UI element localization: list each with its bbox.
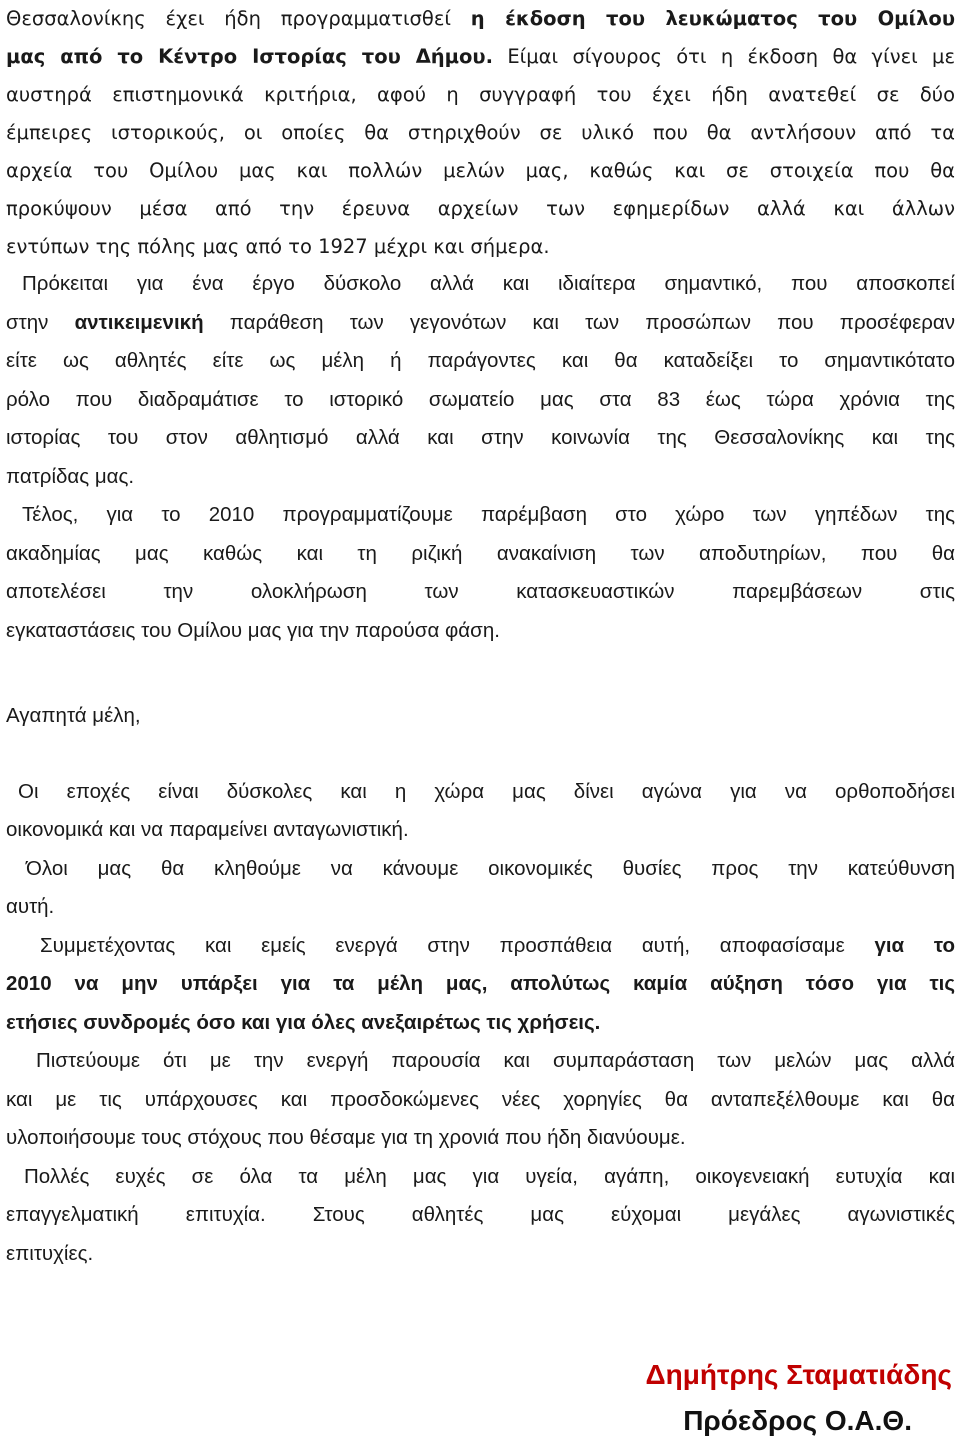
paragraph-1-line-7: εντύπων της πόλης μας από το 1927 μέχρι και σήμερα.	[6, 235, 550, 258]
paragraph-3-line-2: ακαδημίας μας καθώς και τη ριζική ανακαίνιση των αποδυτηρίων, που θα	[6, 542, 955, 565]
paragraph-8-line-2: επαγγελματική επιτυχία. Στους αθλητές μας εύχομαι μεγάλες αγωνιστικές	[6, 1203, 955, 1226]
text-span: Θεσσαλονίκης έχει ήδη προγραμματισθεί	[6, 7, 471, 30]
paragraph-2-line-4: ρόλο που διαδραμάτισε το ιστορικό σωματείο μας στα 83 έως τώρα χρόνια της	[6, 388, 955, 411]
paragraph-3-line-3: αποτελέσει την ολοκλήρωση των κατασκευαστικών παρεμβάσεων στις	[6, 580, 955, 603]
signature-name: Δημήτρης Σταματιάδης	[645, 1359, 952, 1390]
paragraph-1-line-5: αρχεία του Ομίλου μας και πολλών μελών μας, καθώς και σε στοιχεία που θα	[6, 159, 955, 182]
paragraph-4-line-1: Οι εποχές είναι δύσκολες και η χώρα μας δίνει αγώνα για να ορθοποδήσει	[18, 780, 955, 803]
paragraph-7-line-2: και με τις υπάρχουσες και προσδοκώμενες νέες χορηγίες θα ανταπεξέλθουμε και θα	[6, 1088, 955, 1111]
greeting: Αγαπητά μέλη,	[6, 704, 141, 727]
paragraph-1-line-1	[6, 0, 955, 38]
bold-text: για το	[874, 934, 955, 957]
text-span: παράθεση των γεγονότων και των προσώπων που προσέφεραν	[203, 311, 955, 334]
paragraph-7-line-1: Πιστεύουμε ότι με την ενεργή παρουσία και συμπαράσταση των μελών μας αλλά	[36, 1049, 955, 1072]
paragraph-6-line-2: 2010 να μην υπάρξει για τα μέλη μας, απολύτως καμία αύξηση τόσο για τις	[6, 972, 955, 995]
paragraph-5-line-2: αυτή.	[6, 895, 55, 918]
paragraph-5-line-1: Όλοι μας θα κληθούμε να κάνουμε οικονομικές θυσίες προς την κατεύθυνση	[26, 857, 955, 880]
paragraph-8-line-3: επιτυχίες.	[6, 1242, 94, 1265]
paragraph-2-line-2	[6, 304, 955, 342]
paragraph-2-line-5: ιστορίας του στον αθλητισμό αλλά και στην κοινωνία της Θεσσαλονίκης και της	[6, 426, 955, 449]
paragraph-6-line-1	[40, 927, 955, 965]
text-span: Συμμετέχοντας και εμείς ενεργά στην προσπάθεια αυτή, αποφασίσαμε	[40, 934, 875, 957]
paragraph-2-line-3: είτε ως αθλητές είτε ως μέλη ή παράγοντες και θα καταδείξει το σημαντικότατο	[6, 349, 955, 372]
paragraph-2-line-6: πατρίδας μας.	[6, 465, 135, 488]
bold-text: αντικειμενική	[74, 311, 204, 334]
paragraph-1-line-2	[6, 38, 955, 76]
paragraph-3-line-4: εγκαταστάσεις του Ομίλου μας για την παρούσα φάση.	[6, 619, 500, 642]
paragraph-7-line-3: υλοποιήσουμε τους στόχους που θέσαμε για τη χρονιά που ήδη διανύουμε.	[6, 1126, 686, 1149]
paragraph-2-line-1: Πρόκειται για ένα έργο δύσκολο αλλά και ιδιαίτερα σημαντικό, που αποσκοπεί	[22, 272, 955, 295]
paragraph-1-line-6: προκύψουν μέσα από την έρευνα αρχείων των εφημερίδων αλλά και άλλων	[6, 197, 955, 220]
paragraph-1-line-4: έμπειρες ιστορικούς, οι οποίες θα στηριχθούν σε υλικό που θα αντλήσουν από τα	[6, 121, 955, 144]
text-span: στην	[6, 311, 75, 334]
paragraph-6-line-3: ετήσιες συνδρομές όσο και για όλες ανεξαιρέτως τις χρήσεις.	[6, 1011, 601, 1034]
text-span: Είμαι σίγουρος ότι η έκδοση θα γίνει με	[493, 45, 955, 68]
paragraph-1-line-3: αυστηρά επιστημονικά κριτήρια, αφού η συγγραφή του έχει ήδη ανατεθεί σε δύο	[6, 83, 955, 106]
bold-text: μας από το Κέντρο Ιστορίας του Δήμου.	[6, 45, 494, 68]
paragraph-4-line-2: οικονομικά και να παραμείνει ανταγωνιστική.	[6, 818, 409, 841]
paragraph-3-line-1: Τέλος, για το 2010 προγραμματίζουμε παρέμβαση στο χώρο των γηπέδων της	[22, 503, 955, 526]
signature-title: Πρόεδρος Ο.Α.Θ.	[683, 1405, 912, 1436]
paragraph-8-line-1: Πολλές ευχές σε όλα τα μέλη μας για υγεία, αγάπη, οικογενειακή ευτυχία και	[24, 1165, 955, 1188]
bold-text: η έκδοση του λευκώματος του Ομίλου	[470, 7, 955, 30]
